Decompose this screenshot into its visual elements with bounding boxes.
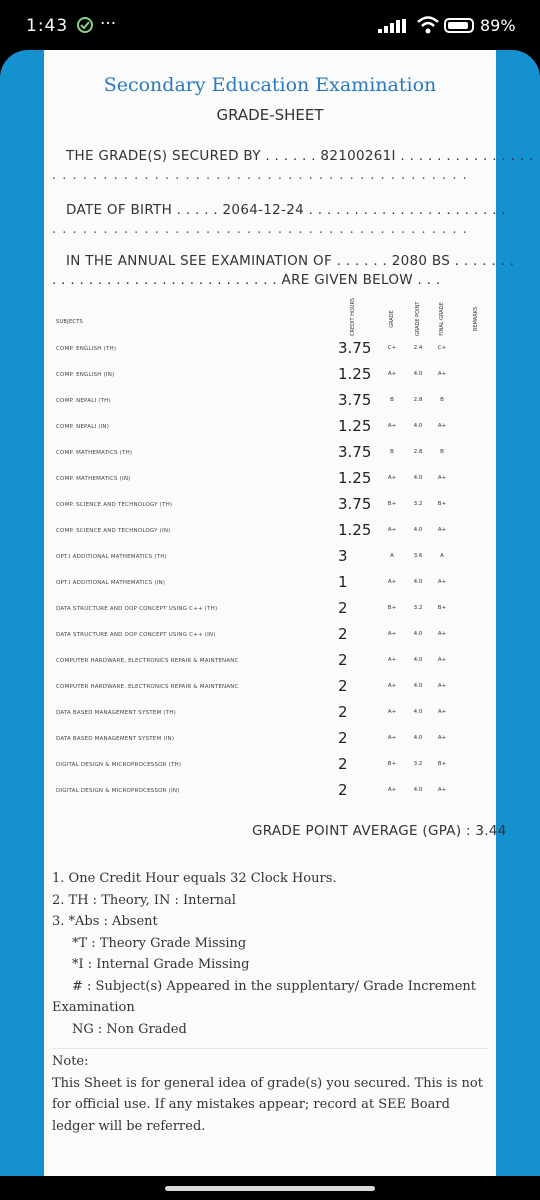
header-subjects: SUBJECTS (56, 319, 84, 325)
note-label: Note: (52, 1054, 89, 1069)
subject-cell: COMP. ENGLISH (TH) (56, 346, 117, 352)
final-grade-cell: A+ (437, 371, 447, 377)
final-grade-cell: B (440, 449, 444, 455)
credit-hours-cell: 3.75 (338, 443, 372, 461)
credit-hours-cell: 1.25 (338, 365, 372, 383)
grade-point-cell: 4.0 (413, 371, 423, 377)
table-row (44, 389, 496, 415)
credit-hours-cell: 1.25 (338, 521, 372, 539)
table-row (44, 779, 496, 805)
header-remarks: REMARKS (473, 306, 479, 332)
credit-hours-cell: 2 (338, 651, 348, 669)
note-item: *T : Theory Grade Missing (72, 935, 247, 951)
subject-cell: COMP. NEPALI (IN) (56, 424, 110, 430)
grade-point-cell: 2.4 (413, 345, 423, 351)
grade-cell: B (390, 397, 394, 403)
credit-hours-cell: 2 (338, 703, 348, 721)
dob-line: DATE OF BIRTH . . . . . 2064-12-24 . . . . . . . . . . . . . . . . . . . . . . (66, 202, 507, 218)
grade-sheet[interactable] (44, 50, 534, 1176)
table-row (44, 519, 496, 545)
grade-point-cell: 4.0 (413, 527, 423, 533)
grade-cell: A+ (387, 683, 397, 689)
grade-cell: A (390, 553, 394, 559)
credit-hours-cell: 3.75 (338, 495, 372, 513)
subject-cell: DATA STRUCTURE AND OOP CONCEPT USING C++ (TH) (56, 606, 218, 612)
grade-cell: C+ (387, 345, 397, 351)
grade-point-cell: 2.8 (413, 449, 423, 455)
credit-hours-cell: 2 (338, 755, 348, 773)
subject-cell: COMPUTER HARDWARE, ELECTRONICS REPAIR & MAINTENANC (56, 658, 239, 664)
credit-hours-cell: 1.25 (338, 469, 372, 487)
grade-point-cell: 4.0 (413, 631, 423, 637)
grade-cell: B+ (387, 761, 397, 767)
subject-cell: COMP. ENGLISH (IN) (56, 372, 115, 378)
final-grade-cell: A+ (437, 657, 447, 663)
final-grade-cell: B+ (437, 605, 447, 611)
disclaimer (52, 1051, 492, 1137)
battery-icon (444, 18, 474, 33)
home-gesture-handle[interactable] (165, 1186, 375, 1191)
grade-cell: A+ (387, 657, 397, 663)
grade-cell: B (390, 449, 394, 455)
grade-point-cell: 3.2 (413, 605, 423, 611)
table-row (44, 753, 496, 779)
page-title: Secondary Education Examination (103, 74, 437, 96)
note-text: This Sheet is for general idea of grade(s) you secured. This is not for official use. If any mistakes appear; record at SEE Board ledger will be referred. (52, 1075, 483, 1134)
table-row (44, 337, 496, 363)
final-grade-cell: A+ (437, 787, 447, 793)
grade-cell: A+ (387, 631, 397, 637)
note-item: 3. *Abs : Absent (52, 914, 158, 929)
status-time: 1:43 (26, 16, 69, 36)
table-row (44, 675, 496, 701)
grade-point-cell: 4.0 (413, 423, 423, 429)
final-grade-cell: A+ (437, 683, 447, 689)
gpa-text: GRADE POINT AVERAGE (GPA) : 3.44 (252, 823, 507, 839)
subject-cell: DATA BASED MANAGEMENT SYSTEM (TH) (56, 710, 176, 716)
grade-cell: A+ (387, 527, 397, 533)
grade-point-cell: 4.0 (413, 683, 423, 689)
final-grade-cell: A+ (437, 527, 447, 533)
credit-hours-cell: 1 (338, 573, 348, 591)
final-grade-cell: A+ (437, 709, 447, 715)
table-row (44, 363, 496, 389)
grade-cell: A+ (387, 371, 397, 377)
battery-percent: 89% (480, 16, 516, 35)
secured-by-line: THE GRADE(S) SECURED BY . . . . . . 82100261I . . . . . . . . . . . . . . . (66, 148, 534, 164)
credit-hours-cell: 2 (338, 677, 348, 695)
page-subtitle: GRADE-SHEET (216, 106, 324, 124)
final-grade-cell: A+ (437, 735, 447, 741)
grade-table (44, 337, 496, 805)
grade-point-cell: 4.0 (413, 475, 423, 481)
credit-hours-cell: 2 (338, 729, 348, 747)
app-notification-icon (76, 16, 94, 38)
exam-line-2: . . . . . . . . . . . . . . . . . . . . . . . . . ARE GIVEN BELOW . . . (52, 272, 441, 288)
app-frame (0, 50, 540, 1176)
note-item: *I : Internal Grade Missing (72, 957, 250, 972)
grade-cell: A+ (387, 475, 397, 481)
table-row (44, 493, 496, 519)
final-grade-cell: B+ (437, 761, 447, 767)
header-credit-hours: CREDIT HOURS (350, 297, 356, 336)
grade-point-cell: 4.0 (413, 735, 423, 741)
final-grade-cell: A+ (437, 579, 447, 585)
final-grade-cell: A+ (437, 631, 447, 637)
table-row (44, 545, 496, 571)
table-row (44, 467, 496, 493)
status-bar (0, 0, 540, 50)
subject-cell: COMPUTER HARDWARE, ELECTRONICS REPAIR & MAINTENANC (56, 684, 239, 690)
wifi-icon (416, 15, 440, 39)
note-item: # : Subject(s) Appeared in the supplentary/ Grade Increment (72, 978, 477, 994)
grade-point-cell: 4.0 (413, 787, 423, 793)
subject-cell: COMP. SCIENCE AND TECHNOLOGY (TH) (56, 502, 173, 508)
grade-point-cell: 3.6 (413, 553, 423, 559)
grade-cell: B+ (387, 605, 397, 611)
table-row (44, 623, 496, 649)
final-grade-cell: A+ (437, 423, 447, 429)
credit-hours-cell: 1.25 (338, 417, 372, 435)
grade-cell: A+ (387, 787, 397, 793)
note-item: 1. One Credit Hour equals 32 Clock Hours. (52, 871, 337, 886)
note-item: Examination (52, 1000, 135, 1015)
header-grade: GRADE (389, 310, 395, 328)
table-row (44, 571, 496, 597)
grade-point-cell: 4.0 (413, 579, 423, 585)
credit-hours-cell: 2 (338, 625, 348, 643)
table-row (44, 441, 496, 467)
more-notifications-icon: ··· (100, 14, 117, 34)
final-grade-cell: C+ (437, 345, 447, 351)
subject-cell: DIGITAL DESIGN & MICROPROCESSOR (TH) (56, 762, 182, 768)
subject-cell: OPT.I ADDITIONAL MATHEMATICS (IN) (56, 580, 166, 586)
table-row (44, 649, 496, 675)
credit-hours-cell: 2 (338, 781, 348, 799)
credit-hours-cell: 2 (338, 599, 348, 617)
subject-cell: COMP. SCIENCE AND TECHNOLOGY (IN) (56, 528, 171, 534)
table-header (44, 297, 496, 336)
subject-cell: DATA BASED MANAGEMENT SYSTEM (IN) (56, 736, 175, 742)
signal-icon (378, 18, 408, 37)
final-grade-cell: B+ (437, 501, 447, 507)
subject-cell: COMP. NEPALI (TH) (56, 398, 111, 404)
final-grade-cell: B (440, 397, 444, 403)
divider (52, 1048, 488, 1049)
notes-list (52, 868, 492, 1040)
note-item: NG : Non Graded (72, 1021, 187, 1037)
navigation-bar (0, 1176, 540, 1200)
table-row (44, 597, 496, 623)
grade-cell: A+ (387, 735, 397, 741)
table-row (44, 415, 496, 441)
note-item: 2. TH : Theory, IN : Internal (52, 892, 236, 908)
grade-point-cell: 4.0 (413, 709, 423, 715)
subject-cell: OPT.I ADDITIONAL MATHEMATICS (TH) (56, 554, 167, 560)
dob-dots: . . . . . . . . . . . . . . . . . . . . . . . . . . . . . . . . . . . . . . . . . (52, 222, 468, 237)
table-row (44, 701, 496, 727)
secured-by-dots: . . . . . . . . . . . . . . . . . . . . . . . . . . . . . . . . . . . . . . . . . (52, 168, 468, 183)
grade-point-cell: 3.2 (413, 501, 423, 507)
grade-cell: A+ (387, 579, 397, 585)
grade-cell: A+ (387, 709, 397, 715)
final-grade-cell: A (440, 553, 444, 559)
grade-point-cell: 2.8 (413, 397, 423, 403)
subject-cell: COMP. MATHEMATICS (IN) (56, 476, 131, 482)
subject-cell: COMP. MATHEMATICS (TH) (56, 450, 133, 456)
header-final-grade: FINAL GRADE (439, 302, 445, 336)
grade-point-cell: 4.0 (413, 657, 423, 663)
grade-cell: A+ (387, 423, 397, 429)
grade-point-cell: 3.2 (413, 761, 423, 767)
exam-line: IN THE ANNUAL SEE EXAMINATION OF . . . . . . 2080 BS . . . . . . . (66, 253, 515, 269)
header-grade-point: GRADE POINT (415, 301, 421, 336)
credit-hours-cell: 3.75 (338, 339, 372, 357)
credit-hours-cell: 3.75 (338, 391, 372, 409)
grade-cell: B+ (387, 501, 397, 507)
final-grade-cell: A+ (437, 475, 447, 481)
subject-cell: DIGITAL DESIGN & MICROPROCESSOR (IN) (56, 788, 180, 794)
subject-cell: DATA STRUCTURE AND OOP CONCEPT USING C++ (IN) (56, 632, 216, 638)
table-row (44, 727, 496, 753)
credit-hours-cell: 3 (338, 547, 348, 565)
